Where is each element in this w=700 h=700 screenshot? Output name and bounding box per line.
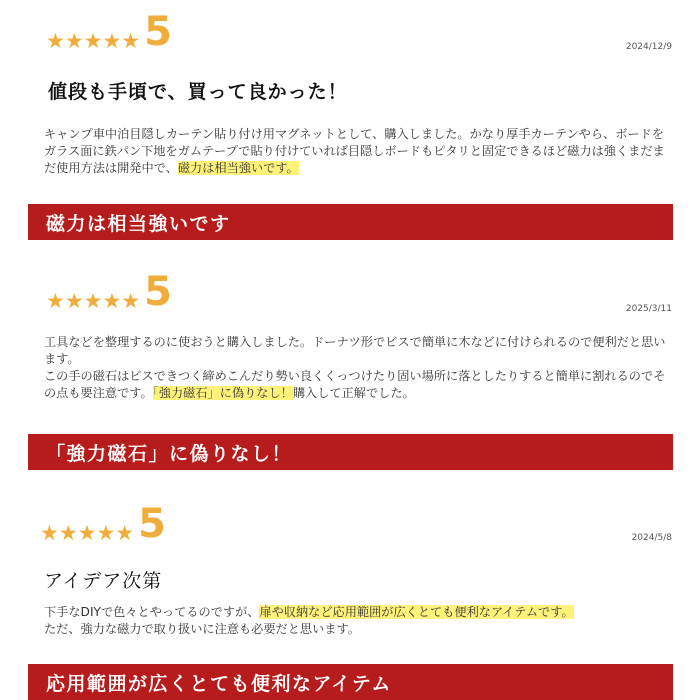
- banner-text: 「強力磁石」に偽りなし！: [46, 443, 293, 465]
- review-body: [44, 126, 674, 177]
- highlighted-text: 磁力は相当強いです。: [177, 161, 299, 175]
- summary-banner: [28, 434, 673, 470]
- rating: [46, 9, 172, 55]
- review-date: 2024/5/8: [631, 533, 672, 543]
- highlighted-text: 「強力磁石」に偽りなし！: [152, 386, 293, 400]
- star-rating-icon: ★★★★★: [46, 289, 141, 313]
- review-body: [44, 604, 674, 638]
- review-date: 2025/3/11: [625, 304, 672, 314]
- rating: [46, 269, 172, 315]
- banner-text: 磁力は相当強いです: [46, 213, 231, 235]
- rating-score: 5: [144, 9, 172, 55]
- body-text-after: ただ、強力な磁力で取り扱いに注意も必要だと思います。: [44, 622, 360, 636]
- rating: [40, 501, 166, 547]
- banner-text: 応用範囲が広くとても便利なアイテム: [46, 673, 392, 695]
- body-text: 下手なDIYで色々とやってるのですが、: [44, 605, 260, 619]
- review-heading: 値段も手頃で、買って良かった！: [48, 81, 348, 103]
- rating-score: 5: [144, 269, 172, 315]
- star-rating-icon: ★★★★★: [40, 521, 135, 545]
- body-text: 工具などを整理するのに使おうと購入しました。ドーナツ形でビスで簡単に木などに付けられるので便利だと思います。 この手の磁石はビスできつく締めこんだり勢い良くくっつけたり固い場所に落としたりすると簡単に割れるのでその点も要注意です。: [44, 335, 666, 400]
- rating-score: 5: [138, 501, 166, 547]
- summary-banner: [28, 204, 673, 240]
- review-heading: アイデア次第: [44, 570, 163, 592]
- review-body: [44, 334, 674, 402]
- highlighted-text: 扉や収納など応用範囲が広くとても便利なアイテムです。: [259, 605, 574, 619]
- body-text: キャンプ車中泊目隠しカーテン貼り付け用マグネットとして、購入しました。かなり厚手カーテンやら、ボードをガラス面に鉄パン下地をガムテープで貼り付けていれば目隠しボードもピタリと固定できるほど磁力は強くまだまだ使用方法は開発中で、: [44, 127, 665, 175]
- star-rating-icon: ★★★★★: [46, 29, 141, 53]
- review-date: 2024/12/9: [625, 42, 672, 52]
- body-text-after: 購入して正解でした。: [292, 386, 415, 400]
- summary-banner: [28, 664, 673, 700]
